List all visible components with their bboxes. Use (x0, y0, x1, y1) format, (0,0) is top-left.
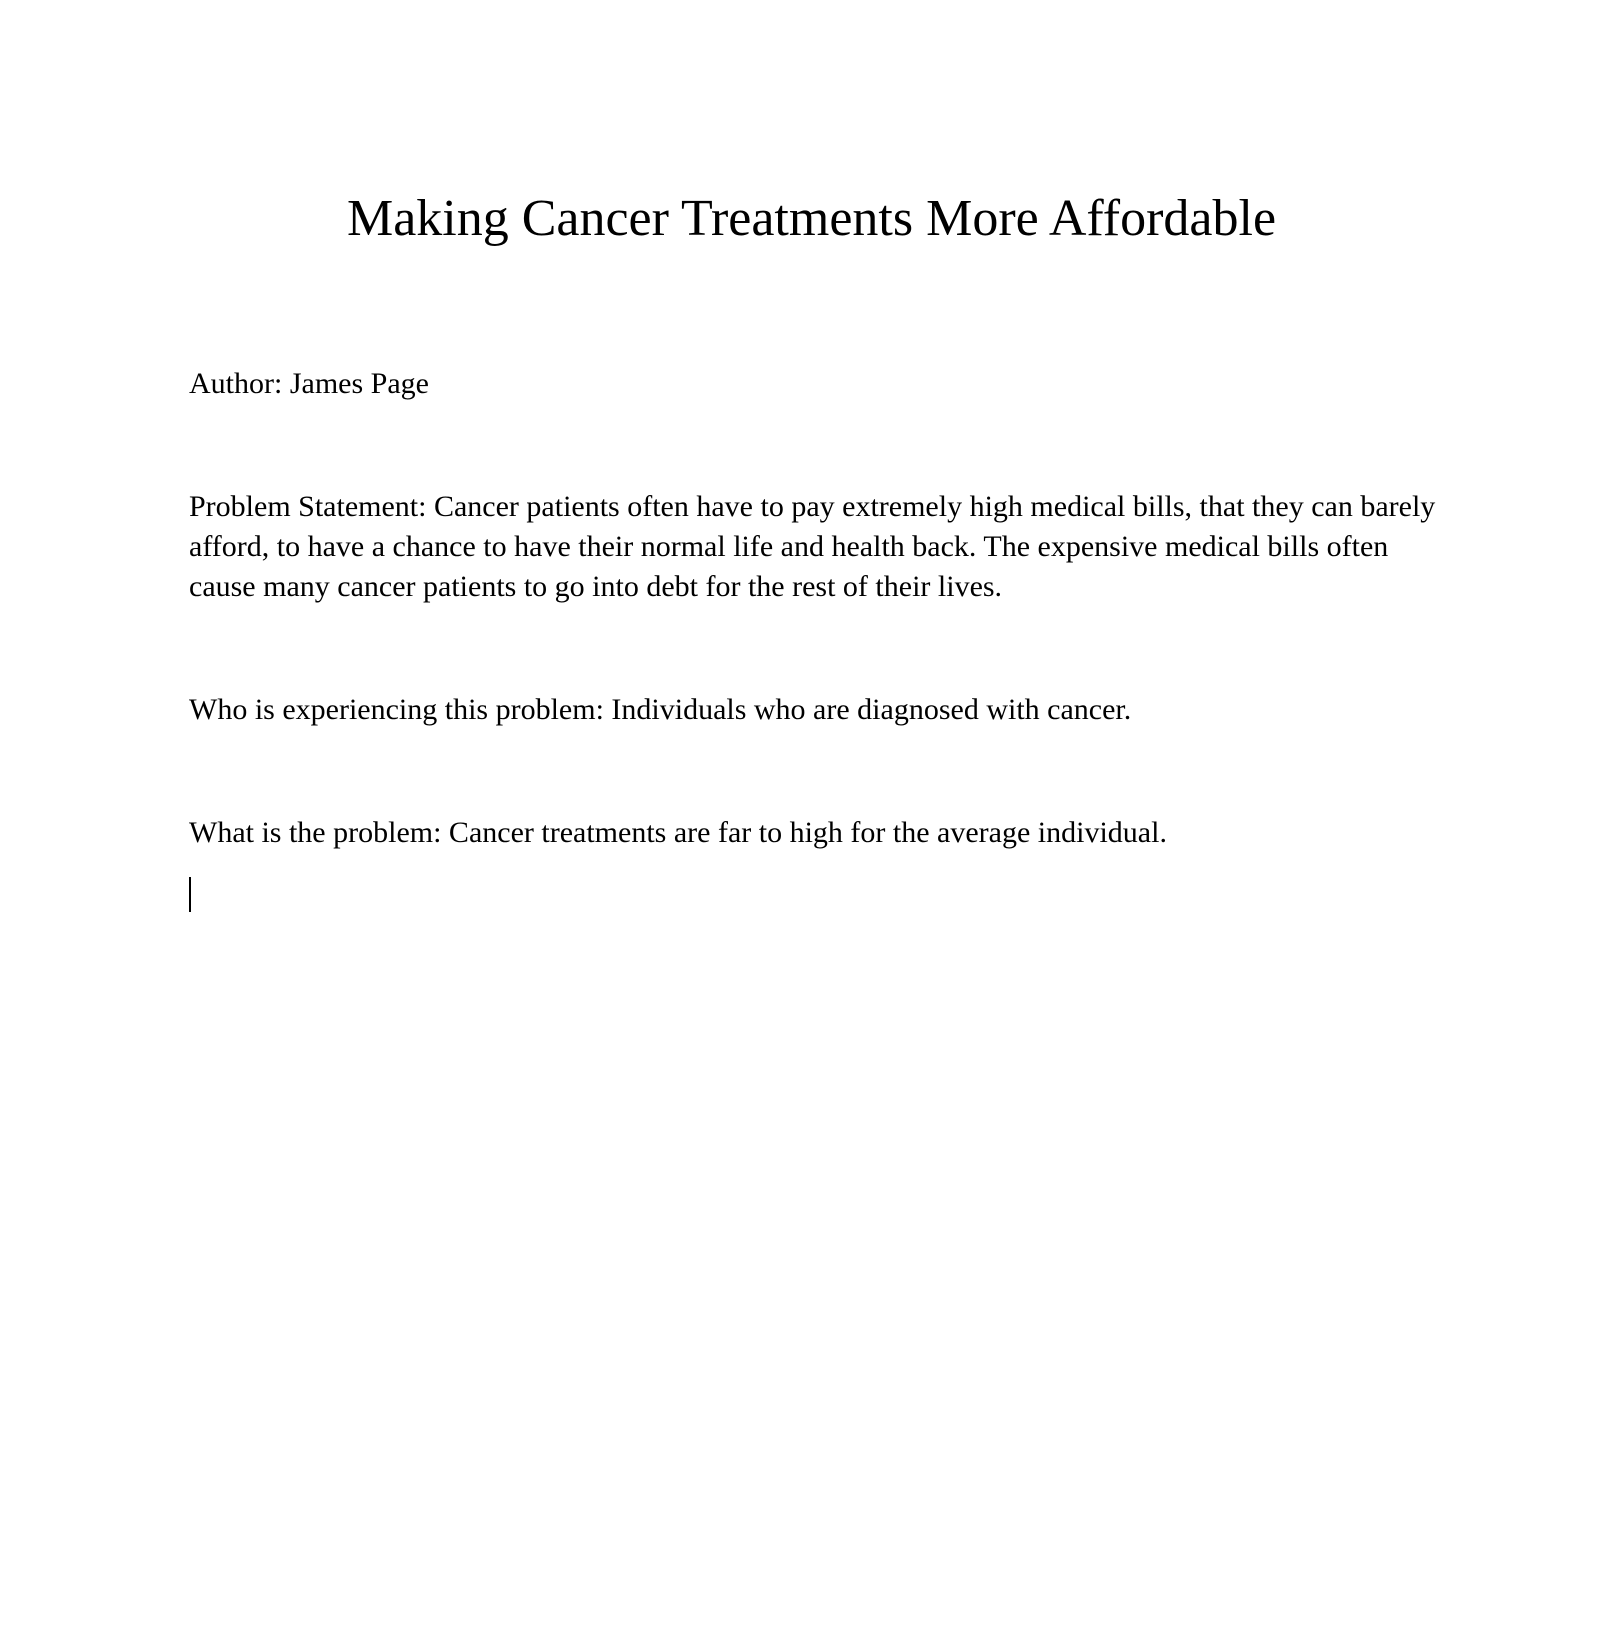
what-paragraph: What is the problem: Cancer treatments are far to high for the average individual. (189, 816, 1167, 849)
who-paragraph: Who is experiencing this problem: Individuals who are diagnosed with cancer. (189, 693, 1132, 726)
author-paragraph: Author: James Page (189, 367, 429, 400)
problem-statement-paragraph: Problem Statement: Cancer patients often have to pay extremely high medical bills, that they can barely afford, to have a chance to have their normal life and health back. The expensive medical bills often cause many cancer patients to go into debt for the rest of their lives. (189, 490, 1436, 603)
document-title: Making Cancer Treatments More Affordable (346, 190, 1277, 247)
text-cursor[interactable] (189, 877, 191, 912)
